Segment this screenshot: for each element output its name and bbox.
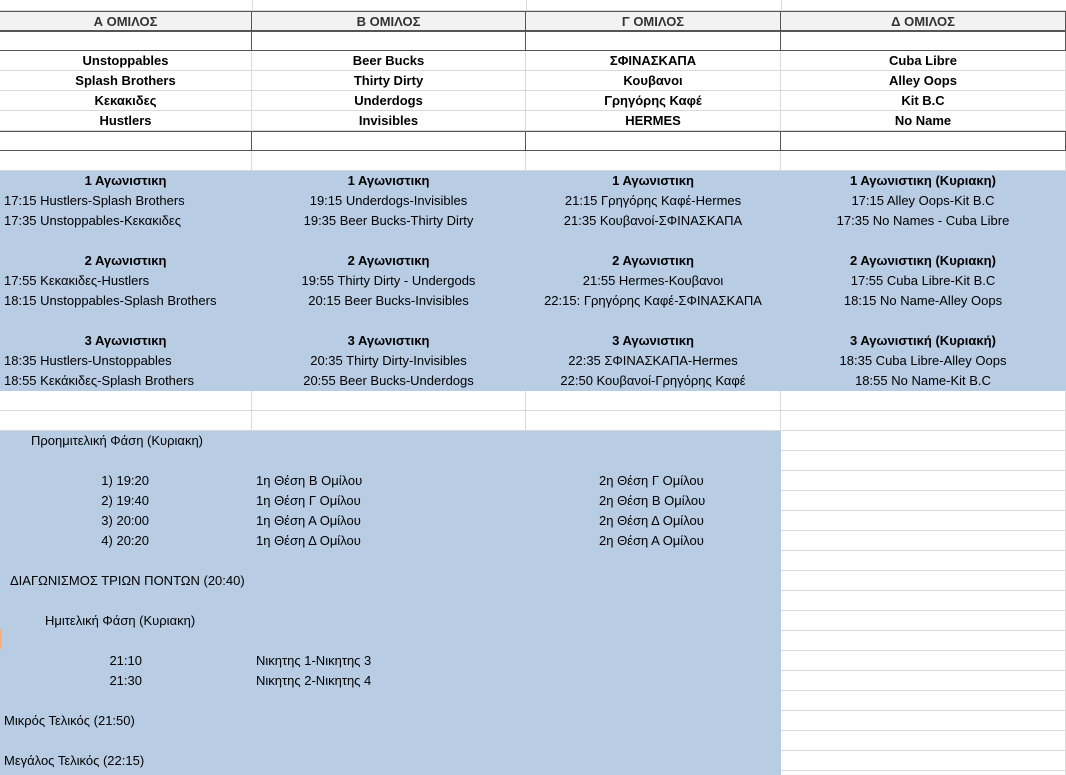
semi-time[interactable]: 21:10 — [0, 651, 252, 671]
group-c-header[interactable]: Γ ΟΜΙΛΟΣ — [526, 11, 781, 31]
game-cell[interactable]: 18:35 Hustlers-Unstoppables — [0, 351, 252, 371]
round-title[interactable]: 1 Αγωνιστικη (Κυριακη) — [781, 171, 1066, 191]
game-cell[interactable]: 17:35 No Names - Cuba Libre — [781, 211, 1066, 231]
quarter-time[interactable]: 1) 19:20 — [0, 471, 252, 491]
blank-row — [0, 391, 1066, 411]
game-row — [0, 271, 1066, 291]
three-point-contest[interactable]: ΔΙΑΓΩΝΙΣΜΟΣ ΤΡΙΩΝ ΠΟΝΤΩΝ (20:40) — [0, 571, 252, 591]
group-a-header[interactable]: Α ΟΜΙΛΟΣ — [0, 11, 252, 31]
team-cell[interactable]: Thirty Dirty — [252, 71, 526, 91]
quarter-row — [0, 511, 1066, 531]
game-row — [0, 371, 1066, 391]
teams-empty-row — [0, 131, 1066, 151]
quarter-time[interactable]: 2) 19:40 — [0, 491, 252, 511]
quarter-away[interactable]: 2η Θέση Δ Ομίλου — [526, 511, 781, 531]
team-cell[interactable]: ΣΦΙΝΑΣΚΑΠΑ — [526, 51, 781, 71]
round-title[interactable]: 3 Αγωνιστικη — [526, 331, 781, 351]
quarter-row — [0, 531, 1066, 551]
game-cell[interactable]: 17:35 Unstoppables-Κεκακιδες — [0, 211, 252, 231]
empty-cell[interactable] — [252, 31, 526, 51]
quarter-time[interactable]: 3) 20:00 — [0, 511, 252, 531]
game-row — [0, 211, 1066, 231]
round-title[interactable]: 1 Αγωνιστικη — [526, 171, 781, 191]
small-final[interactable]: Μικρός Τελικός (21:50) — [0, 711, 252, 731]
quarter-row — [0, 491, 1066, 511]
quarter-away[interactable]: 2η Θέση Β Ομίλου — [526, 491, 781, 511]
round-title-row — [0, 171, 1066, 191]
quarter-away[interactable]: 2η Θέση Α Ομίλου — [526, 531, 781, 551]
round-title[interactable]: 2 Αγωνιστικη — [526, 251, 781, 271]
team-cell[interactable]: Γρηγόρης Καφέ — [526, 91, 781, 111]
big-final[interactable]: Μεγάλος Τελικός (22:15) — [0, 751, 252, 771]
game-cell[interactable]: 22:15: Γρηγόρης Καφέ-ΣΦΙΝΑΣΚΑΠΑ — [526, 291, 781, 311]
team-cell[interactable]: Κεκακιδες — [0, 91, 252, 111]
game-cell[interactable]: 20:55 Beer Bucks-Underdogs — [252, 371, 526, 391]
group-header-row — [0, 11, 1066, 31]
group-b-header[interactable]: Β ΟΜΙΛΟΣ — [252, 11, 526, 31]
empty-cell[interactable] — [781, 591, 1066, 611]
quarter-row — [0, 471, 1066, 491]
team-cell[interactable]: HERMES — [526, 111, 781, 131]
team-cell[interactable]: Alley Oops — [781, 71, 1066, 91]
game-cell[interactable]: 17:55 Κεκακιδες-Hustlers — [0, 271, 252, 291]
game-cell[interactable]: 20:15 Beer Bucks-Invisibles — [252, 291, 526, 311]
game-cell[interactable]: 18:35 Cuba Libre-Alley Oops — [781, 351, 1066, 371]
game-row — [0, 351, 1066, 371]
quarter-home[interactable]: 1η Θέση Β Ομίλου — [252, 471, 526, 491]
group-d-header[interactable]: Δ ΟΜΙΛΟΣ — [781, 11, 1066, 31]
empty-cell[interactable] — [781, 731, 1066, 751]
team-row — [0, 111, 1066, 131]
round-title[interactable]: 3 Αγωνιστική (Κυριακή) — [781, 331, 1066, 351]
group-empty-row — [0, 31, 1066, 51]
round-title[interactable]: 2 Αγωνιστικη (Κυριακη) — [781, 251, 1066, 271]
big-final-row — [0, 751, 1066, 771]
quarterfinal-title[interactable]: Προημιτελική Φάση (Κυριακη) — [0, 431, 252, 451]
game-row — [0, 191, 1066, 211]
game-cell[interactable]: 18:55 No Name-Kit B.C — [781, 371, 1066, 391]
team-cell[interactable]: Cuba Libre — [781, 51, 1066, 71]
semi-match[interactable]: Νικητης 1-Νικητης 3 — [252, 651, 526, 671]
team-row — [0, 91, 1066, 111]
team-cell[interactable]: Underdogs — [252, 91, 526, 111]
team-cell[interactable]: Beer Bucks — [252, 51, 526, 71]
round-title-row — [0, 331, 1066, 351]
team-cell[interactable]: Splash Brothers — [0, 71, 252, 91]
team-row — [0, 71, 1066, 91]
empty-cell[interactable] — [781, 551, 1066, 571]
game-cell[interactable]: 18:15 Unstoppables-Splash Brothers — [0, 291, 252, 311]
round-title[interactable]: 1 Αγωνιστικη — [252, 171, 526, 191]
semi-title-row — [0, 611, 1066, 631]
three-point-row — [0, 571, 1066, 591]
semi-row — [0, 651, 1066, 671]
team-row — [0, 51, 1066, 71]
row-marker — [0, 629, 2, 649]
team-cell[interactable]: No Name — [781, 111, 1066, 131]
game-cell[interactable]: 17:15 Hustlers-Splash Brothers — [0, 191, 252, 211]
blank-row — [0, 411, 1066, 431]
quarter-home[interactable]: 1η Θέση Γ Ομίλου — [252, 491, 526, 511]
quarter-title-row — [0, 431, 1066, 451]
round-title-row — [0, 251, 1066, 271]
round-title[interactable]: 2 Αγωνιστικη — [252, 251, 526, 271]
semi-time[interactable]: 21:30 — [0, 671, 252, 691]
game-cell[interactable]: 19:35 Beer Bucks-Thirty Dirty — [252, 211, 526, 231]
empty-cell[interactable] — [781, 631, 1066, 651]
quarter-time[interactable]: 4) 20:20 — [0, 531, 252, 551]
empty-cell[interactable] — [781, 31, 1066, 51]
team-cell[interactable]: Hustlers — [0, 111, 252, 131]
empty-cell[interactable] — [781, 451, 1066, 471]
game-cell[interactable]: 18:15 No Name-Alley Oops — [781, 291, 1066, 311]
round-title[interactable]: 2 Αγωνιστικη — [0, 251, 252, 271]
team-cell[interactable]: Κουβανοι — [526, 71, 781, 91]
game-cell[interactable]: 18:55 Κεκάκιδες-Splash Brothers — [0, 371, 252, 391]
team-cell[interactable]: Invisibles — [252, 111, 526, 131]
game-cell[interactable]: 21:35 Κουβανοί-ΣΦΙΝΑΣΚΑΠΑ — [526, 211, 781, 231]
blank-row — [0, 151, 1066, 171]
semi-match[interactable]: Νικητης 2-Νικητης 4 — [252, 671, 526, 691]
round-title[interactable]: 1 Αγωνιστικη — [0, 171, 252, 191]
game-row — [0, 291, 1066, 311]
team-cell[interactable]: Kit B.C — [781, 91, 1066, 111]
semifinal-title[interactable]: Ημιτελική Φάση (Κυριακη) — [0, 611, 252, 631]
game-cell[interactable]: 17:55 Cuba Libre-Kit B.C — [781, 271, 1066, 291]
empty-cell[interactable] — [0, 131, 252, 151]
game-cell[interactable]: 19:15 Underdogs-Invisibles — [252, 191, 526, 211]
round-title[interactable]: 3 Αγωνιστικη — [252, 331, 526, 351]
quarter-home[interactable]: 1η Θέση Δ Ομίλου — [252, 531, 526, 551]
game-cell[interactable]: 20:35 Thirty Dirty-Invisibles — [252, 351, 526, 371]
empty-cell[interactable] — [781, 131, 1066, 151]
semi-row — [0, 671, 1066, 691]
small-final-row — [0, 711, 1066, 731]
round-title[interactable]: 3 Αγωνιστικη — [0, 331, 252, 351]
empty-cell[interactable] — [781, 691, 1066, 711]
empty-cell[interactable] — [252, 131, 526, 151]
quarter-away[interactable]: 2η Θέση Γ Ομίλου — [526, 471, 781, 491]
quarter-home[interactable]: 1η Θέση Α Ομίλου — [252, 511, 526, 531]
empty-cell[interactable] — [781, 771, 1066, 775]
game-cell[interactable]: 21:15 Γρηγόρης Καφέ-Hermes — [526, 191, 781, 211]
empty-cell[interactable] — [0, 31, 252, 51]
game-cell[interactable]: 19:55 Thirty Dirty - Undergods — [252, 271, 526, 291]
top-row-strip[interactable] — [0, 0, 1066, 11]
empty-cell[interactable] — [526, 131, 781, 151]
empty-cell[interactable] — [526, 31, 781, 51]
game-cell[interactable]: 17:15 Alley Oops-Kit B.C — [781, 191, 1066, 211]
game-cell[interactable]: 22:35 ΣΦΙΝΑΣΚΑΠΑ-Hermes — [526, 351, 781, 371]
game-cell[interactable]: 21:55 Hermes-Κουβανοι — [526, 271, 781, 291]
team-cell[interactable]: Unstoppables — [0, 51, 252, 71]
game-cell[interactable]: 22:50 Κουβανοί-Γρηγόρης Καφέ — [526, 371, 781, 391]
